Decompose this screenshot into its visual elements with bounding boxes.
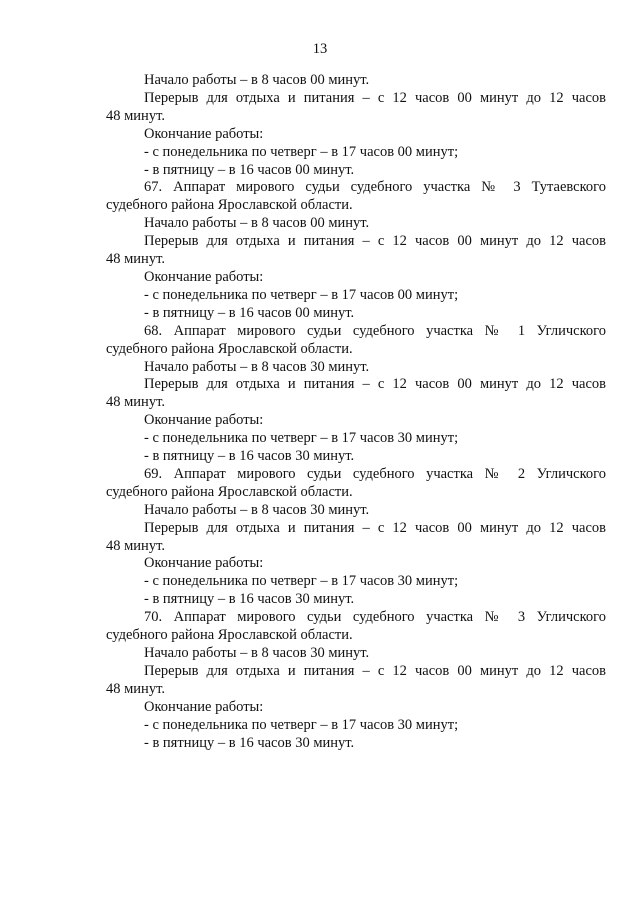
work-end-label: Окончание работы:: [144, 698, 264, 715]
work-end-mon-thu: - с понедельника по четверг – в 17 часов 30 минут;: [144, 430, 459, 447]
item-title-continuation: судебного района Ярославской области.: [106, 197, 353, 214]
item-title: 70. Аппарат мирового судьи судебного участка № 3 Угличского: [144, 609, 606, 626]
work-start: Начало работы – в 8 часов 00 минут.: [144, 215, 370, 232]
work-start: Начало работы – в 8 часов 00 минут.: [144, 72, 370, 88]
work-end-label: Окончание работы:: [144, 268, 264, 285]
work-start: Начало работы – в 8 часов 30 минут.: [144, 358, 370, 375]
work-end-fri: - в пятницу – в 16 часов 00 минут.: [144, 304, 355, 321]
item-title-continuation: судебного района Ярославской области.: [106, 483, 353, 500]
break-line: Перерыв для отдыха и питания – с 12 часов 00 минут до 12 часов: [144, 89, 606, 106]
work-start: Начало работы – в 8 часов 30 минут.: [144, 645, 370, 661]
break-line: Перерыв для отдыха и питания – с 12 часов 00 минут до 12 часов: [144, 376, 606, 393]
item-title-continuation: судебного района Ярославской области.: [106, 627, 353, 644]
break-line: Перерыв для отдыха и питания – с 12 часов 00 минут до 12 часов: [144, 662, 606, 679]
item-title: 69. Аппарат мирового судьи судебного участка № 2 Угличского: [144, 465, 606, 482]
break-line: Перерыв для отдыха и питания – с 12 часов 00 минут до 12 часов: [144, 233, 606, 250]
item-title-continuation: судебного района Ярославской области.: [106, 340, 353, 357]
work-end-fri: - в пятницу – в 16 часов 30 минут.: [144, 734, 355, 751]
break-line-continuation: 48 минут.: [106, 680, 165, 697]
work-end-label: Окончание работы:: [144, 125, 264, 142]
intro-block: [106, 72, 606, 179]
page-number: 13: [312, 41, 328, 57]
work-end-mon-thu: - с понедельника по четверг – в 17 часов 00 минут;: [144, 143, 459, 160]
item-title: 67. Аппарат мирового судьи судебного участка № 3 Тутаевского: [144, 179, 606, 196]
work-end-mon-thu: - с понедельника по четверг – в 17 часов 30 минут;: [144, 573, 459, 590]
work-end-fri: - в пятницу – в 16 часов 30 минут.: [144, 591, 355, 608]
work-end-fri: - в пятницу – в 16 часов 00 минут.: [144, 161, 355, 178]
document-body: [106, 72, 606, 752]
work-end-label: Окончание работы:: [144, 555, 264, 572]
work-start: Начало работы – в 8 часов 30 минут.: [144, 501, 370, 518]
item-68: [106, 323, 606, 466]
item-69: [106, 466, 606, 609]
item-67: [106, 179, 606, 322]
work-end-mon-thu: - с понедельника по четверг – в 17 часов 00 минут;: [144, 286, 459, 303]
work-end-fri: - в пятницу – в 16 часов 30 минут.: [144, 448, 355, 465]
work-end-label: Окончание работы:: [144, 412, 264, 429]
break-line: Перерыв для отдыха и питания – с 12 часов 00 минут до 12 часов: [144, 519, 606, 536]
break-line-continuation: 48 минут.: [106, 107, 165, 124]
item-title: 68. Аппарат мирового судьи судебного участка № 1 Угличского: [144, 322, 606, 339]
break-line-continuation: 48 минут.: [106, 394, 165, 411]
break-line-continuation: 48 минут.: [106, 251, 165, 268]
break-line-continuation: 48 минут.: [106, 537, 165, 554]
work-end-mon-thu: - с понедельника по четверг – в 17 часов 30 минут;: [144, 716, 459, 733]
item-70: [106, 609, 606, 752]
